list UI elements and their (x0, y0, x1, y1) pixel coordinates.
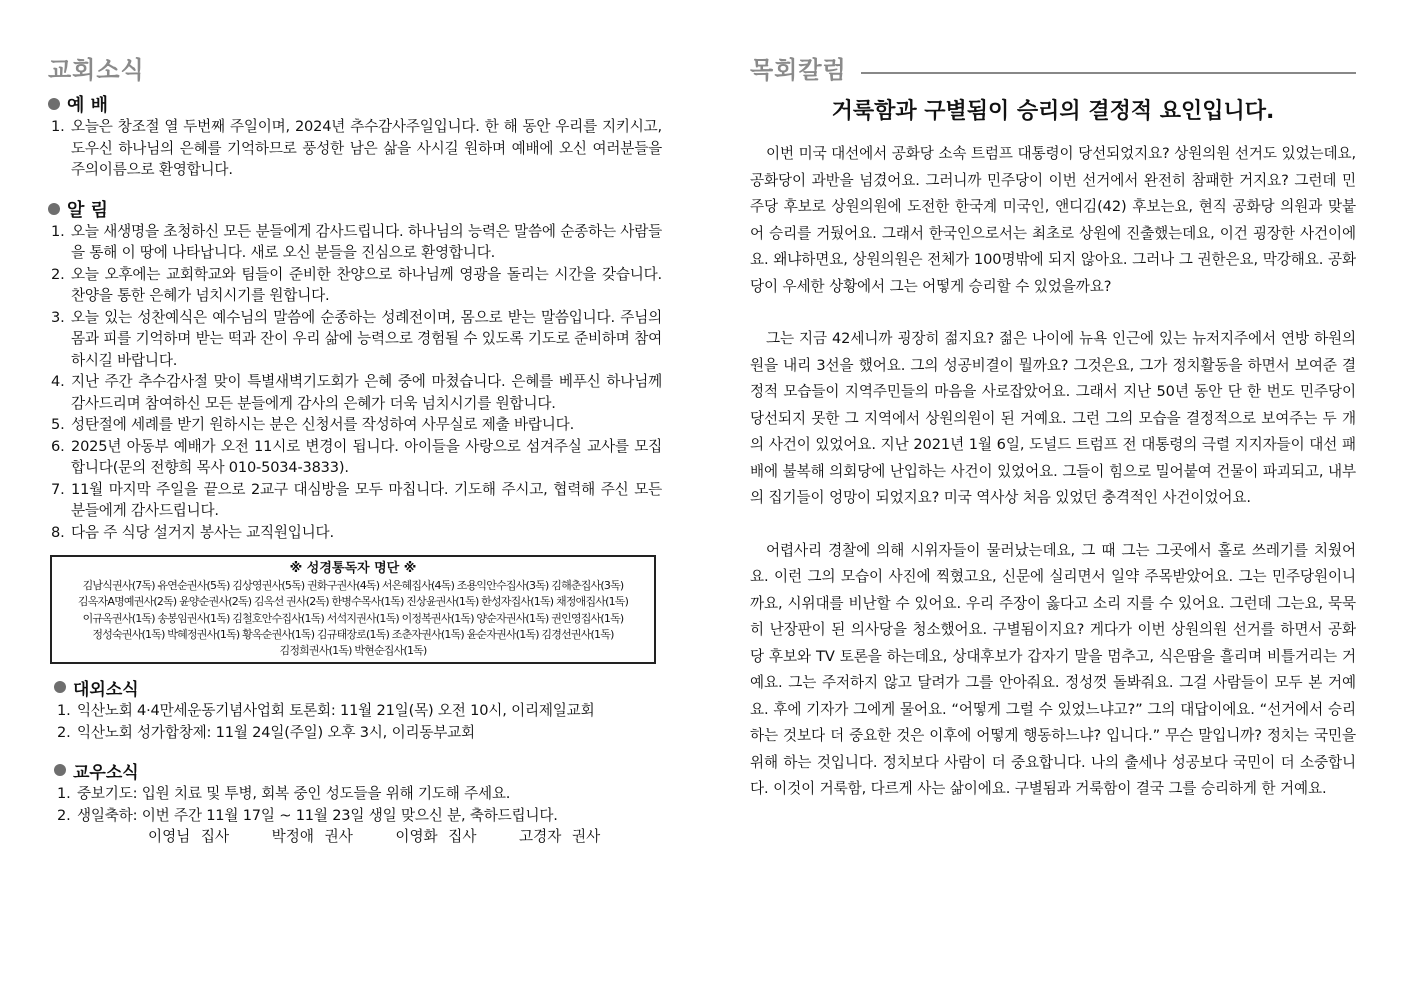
left-page (48, 52, 662, 848)
bible-readers-box (50, 555, 656, 664)
list-item: 2. 오늘 오후에는 교회학교와 팀들이 준비한 찬양으로 하나님께 영광을 돌리는 시간을 갖습니다. 찬양을 통한 은혜가 넘치시기를 원합니다. (51, 265, 662, 304)
bullet-icon (54, 764, 66, 776)
list-item: 1. 익산노회 4·4만세운동기념사업회 토론회: 11월 21일(목) 오전 10시, 이리제일교회 (57, 702, 595, 720)
members-news-heading (54, 757, 662, 783)
bible-readers-title: ※ 성경통독자 명단 ※ (289, 561, 417, 576)
members-news-heading-label: 교우소식 (73, 762, 139, 783)
external-news-heading-label: 대외소식 (73, 679, 139, 700)
members-news-list (54, 783, 662, 826)
bible-readers-line: 정성숙권사(1독) 박혜정권사(1독) 황옥순권사(1독) 김규태장로(1독) 조춘자권사(1독) 윤순자권사(1독) 김경선권사(1독) (92, 627, 614, 641)
list-item: 4. 지난 주간 추수감사절 맞이 특별새벽기도회가 은혜 중에 마쳤습니다. 은혜를 베푸신 하나님께 감사드리며 참여하신 모든 분들에게 감사의 은혜가 더욱 넘치시기를 원합니다. (51, 373, 662, 412)
notices-list (48, 221, 662, 544)
list-item: 2. 생일축하: 이번 주간 11월 17일 ~ 11월 23일 생일 맞으신 분, 축하드립니다. (57, 806, 558, 824)
list-item: 8. 다음 주 식당 설거지 봉사는 교직원입니다. (51, 523, 334, 541)
list-item: 1. 중보기도: 입원 치료 및 투병, 회복 중인 성도들을 위해 기도해 주세요. (57, 785, 511, 803)
column-header (750, 52, 1356, 92)
list-item: 2. 익산노회 성가합창제: 11월 24일(주일) 오후 3시, 이리동부교회 (57, 723, 475, 741)
birthday-names: 이영님 집사 박정애 권사 이영화 집사 고경자 권사 (148, 828, 601, 846)
bullet-icon (48, 98, 60, 110)
header-rule (861, 72, 1356, 74)
church-news-title: 교회소식 (48, 55, 145, 84)
worship-list (48, 116, 662, 181)
pastor-column-title: 목회칼럼 (750, 55, 847, 84)
bible-readers-line: 이규옥권사(1독) 송봉임권사(1독) 김철호안수집사(1독) 서석지권사(1독) 이정복권사(1독) 양순자권사(1독) 권인영집사(1독) (82, 611, 624, 625)
worship-heading (48, 92, 662, 116)
list-item: 3. 오늘 있는 성찬예식은 예수님의 말씀에 순종하는 성례전이며, 몸으로 받는 말씀입니다. 주님의 몸과 피를 기억하며 받는 떡과 잔이 우리 삶에 능력으로 경험될 수 있도록 기도로 준비하며 참여하시길 바랍니다. (51, 308, 662, 369)
bible-readers-line: 김남식권사(7독) 유연순권사(5독) 김상영권사(5독) 권화구권사(4독) 서은혜집사(4독) 조용익안수집사(3독) 김해춘집사(3독) (82, 579, 624, 592)
column-paragraph: 그는 지금 42세니까 굉장히 젊지요? 젊은 나이에 뉴욕 인근에 있는 뉴저지주에서 연방 하원의원을 내리 3선을 했어요. 그의 성공비결이 뭘까요? 그것은요, 그가 정치활동을 하면서 보여준 결정적 모습들이 지역주민들의 마음을 사로잡았어요. 그래서 지난 50년 동안 단 한 번도 민주당이 당선되지 못한 그 지역에서 상원의원이 된 거예요. 그런 그의 모습을 결정적으로 보여주는 두 개의 사건이 있었어요. 지난 2021년 1월 6일, 도널드 트럼프 전 대통령의 극렬 지지자들이 대선 패배에 불복해 의회당에 난입하는 사건이 있었어요. 그들이 힘으로 밀어붙여 건물이 파괴되고, 내부의 집기들이 엉망이 되었지요? 미국 역사상 처음 있었던 충격적인 사건이었어요. (750, 330, 1356, 506)
column-paragraph: 어렵사리 경찰에 의해 시위자들이 물러났는데요, 그 때 그는 그곳에서 홀로 쓰레기를 치웠어요. 이런 그의 모습이 사진에 찍혔고요, 신문에 실리면서 일약 주목받았어요. 그는 민주당원이니까요, 시위대를 비난할 수 있어요. 우리 주장이 옳다고 소리 지를 수 있어요. 그런데 그는요, 묵묵히 난장판이 된 의사당을 청소했어요. 구별됨이지요? 게다가 이번 상원의원 선거를 하면서 공화당 후보와 TV 토론을 하는데요, 상대후보가 갑자기 말을 멈추고, 식은땀을 흘리며 비틀거리는 거예요. 그는 주저하지 않고 달려가 그를 안아줘요. 정성껏 돌봐줘요. 그걸 사람들이 모두 본 거예요. 후에 기자가 그에게 물어요. “어떻게 그럴 수 있었느냐고?” 그의 대답이에요. “선거에서 승리하는 것보다 더 중요한 것은 이후에 어떻게 행동하느냐? 입니다.” 무슨 말입니까? 정치는 국민을 위해 하는 것입니다. 정치보다 사람이 더 중요합니다. 나의 출세나 성공보다 국민이 더 소중합니다. 이것이 거룩함, 다르게 사는 삶이에요. 구별됨과 거룩함이 결국 그를 승리하게 한 거예요. (750, 541, 1356, 797)
list-item: 1. 오늘은 창조절 열 두번째 주일이며, 2024년 추수감사주일입니다. 한 해 동안 우리를 지키시고, 도우신 하나님의 은혜를 기억하므로 풍성한 남은 삶을 사시길 원하며 예배에 오신 여러분들을 주의이름으로 환영합니다. (51, 118, 662, 178)
bullet-icon (48, 203, 60, 215)
list-item: 7. 11월 마지막 주일을 끝으로 2교구 대심방을 모두 마칩니다. 기도해 주시고, 협력해 주신 모든 분들에게 감사드립니다. (51, 480, 662, 519)
column-headline: 거룩함과 구별됨이 승리의 결정적 요인입니다. (831, 99, 1275, 124)
bible-readers-line: 김옥자A명예권사(2독) 윤양순권사(2독) 김옥선 권사(2독) 한병수목사(1독) 진상윤권사(1독) 한성자집사(1독) 채정애집사(1독) (77, 595, 629, 609)
list-item: 5. 성탄절에 세례를 받기 원하시는 분은 신청서를 작성하여 사무실로 제출 바랍니다. (51, 416, 575, 433)
worship-heading-label: 예 배 (67, 95, 109, 116)
right-page (750, 52, 1356, 829)
bible-readers-line: 김정희권사(1독) 박현순집사(1독) (279, 644, 427, 658)
column-paragraph: 이번 미국 대선에서 공화당 소속 트럼프 대통령이 당선되었지요? 상원의원 선거도 있었는데요, 공화당이 과반을 넘겼어요. 그러니까 민주당이 이번 선거에서 완전히 참패한 거지요? 그런데 민주당 후보로 상원의원에 도전한 한국계 미국인, 앤디김(42) 후보는요, 현직 공화당 의원과 맞붙어 승리를 거뒀어요. 그래서 한국인으로서는 최초로 상원에 진출했는데요, 이건 굉장한 사건이에요. 왜냐하면요, 상원의원은 전체가 100명밖에 되지 않아요. 그러나 그 권한은요, 막강해요. 공화당이 우세한 상황에서 그는 어떻게 승리할 수 있었을까요? (750, 145, 1356, 295)
notices-heading (48, 197, 662, 221)
external-news-list (54, 700, 662, 743)
bullet-icon (54, 681, 66, 693)
external-news-heading (54, 674, 662, 700)
list-item: 6. 2025년 아동부 예배가 오전 11시로 변경이 됩니다. 아이들을 사랑으로 섬겨주실 교사를 모집합니다(문의 전향희 목사 010-5034-3833). (51, 437, 662, 476)
notices-heading-label: 알 림 (67, 199, 109, 221)
list-item: 1. 오늘 새생명을 초청하신 모든 분들에게 감사드립니다. 하나님의 능력은 말씀에 순종하는 사람들을 통해 이 땅에 나타납니다. 새로 오신 분들을 진심으로 환영합니다. (51, 222, 662, 261)
